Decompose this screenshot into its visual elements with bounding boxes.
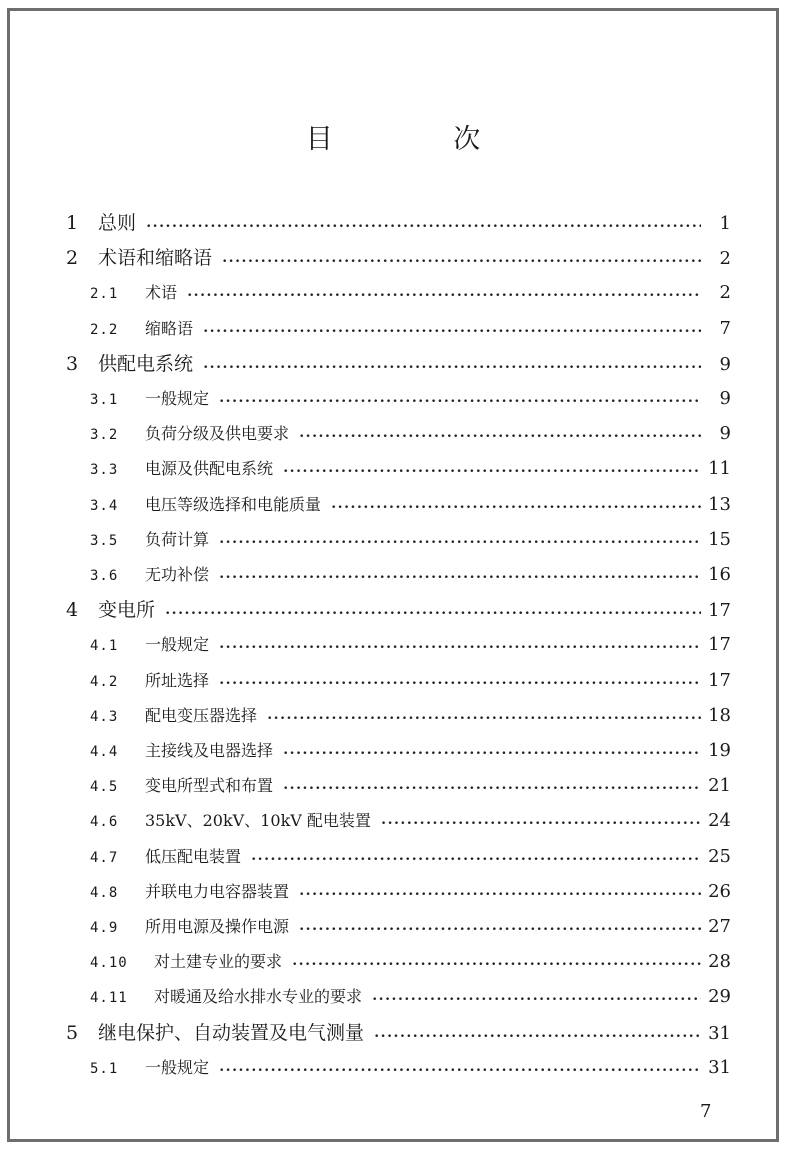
toc-entry [90, 947, 731, 977]
toc-entry-number: 4 [66, 599, 79, 622]
toc-entry-page: 1 [719, 213, 731, 234]
toc-entry-number: 1 [66, 212, 79, 234]
toc-entry-title: 术语和缩略语 [98, 247, 213, 270]
toc-entry-title: 所用电源及操作电源 [145, 917, 290, 936]
toc-entry [90, 314, 731, 344]
toc-entry-page: 28 [708, 951, 731, 973]
toc-entry-number: 4.1 [90, 638, 119, 655]
toc-entry-page: 15 [708, 528, 731, 550]
toc-entry-title: 电压等级选择和电能质量 [145, 494, 322, 514]
toc-leader-dots [292, 947, 701, 980]
toc-leader-dots [146, 208, 701, 242]
toc-entry-page: 31 [708, 1056, 731, 1078]
toc-leader-dots [222, 243, 701, 277]
toc-entry-page: 31 [708, 1022, 731, 1044]
toc-entry-number: 3.5 [90, 532, 119, 549]
toc-entry [90, 877, 731, 907]
toc-leader-dots [267, 701, 701, 734]
toc-entry-number: 4.7 [90, 849, 119, 866]
toc-leader-dots [165, 595, 701, 629]
toc-leader-dots [283, 771, 701, 804]
toc-entry-title: 继电保护、自动装置及电气测量 [98, 1021, 365, 1044]
toc-entry-number: 5 [66, 1021, 79, 1044]
toc-entry-page: 2 [719, 248, 731, 270]
toc-entry-number: 3.3 [90, 462, 119, 479]
toc-entry [90, 666, 731, 696]
toc-entry [90, 278, 731, 308]
toc-entry-number: 3.1 [90, 392, 119, 408]
toc-entry-title: 所址选择 [145, 670, 210, 690]
toc-entry-number: 2.1 [90, 286, 119, 303]
toc-entry [90, 630, 731, 660]
toc-leader-dots [219, 666, 701, 699]
toc-entry-title: 缩略语 [145, 318, 194, 338]
toc-entry-page: 9 [719, 388, 731, 409]
toc-entry [66, 208, 731, 238]
toc-entry-title: 一般规定 [145, 635, 210, 655]
toc-entry [90, 454, 731, 484]
toc-entry-number: 2.2 [90, 321, 119, 338]
toc-leader-dots [219, 384, 701, 417]
toc-entry-title: 35kV、20kV、10kV 配电装置 [145, 811, 371, 831]
toc-entry-page: 26 [708, 880, 731, 902]
toc-entry-number: 3.2 [90, 427, 119, 444]
toc-leader-dots [203, 314, 701, 347]
toc-entry-number: 4.11 [90, 990, 128, 1007]
toc-entry-number: 4.10 [90, 955, 128, 972]
toc-entry [66, 595, 731, 625]
toc-entry [90, 806, 731, 836]
toc-entry-title: 对暖通及给水排水专业的要求 [154, 987, 363, 1007]
toc-entry-page: 9 [719, 353, 731, 375]
toc-leader-dots [219, 525, 701, 558]
toc-entry-number: 4.2 [90, 673, 119, 690]
toc-entry-title: 并联电力电容器装置 [145, 881, 290, 901]
toc-entry-title: 无功补偿 [145, 565, 210, 584]
toc-entry-number: 3.4 [90, 497, 119, 514]
toc-entry [66, 349, 731, 379]
toc-leader-dots [299, 419, 701, 452]
toc-leader-dots [251, 842, 701, 875]
page-title: 目 次 [305, 124, 537, 155]
toc-entry-title: 电源及供配电系统 [145, 459, 274, 479]
toc-entry-page: 11 [708, 458, 731, 480]
toc-entry-page: 16 [708, 564, 731, 585]
toc-entry-title: 变电所 [98, 599, 156, 622]
toc-leader-dots [187, 278, 701, 311]
toc-entry [90, 701, 731, 731]
toc-entry-number: 4.4 [90, 744, 119, 760]
toc-entry-title: 负荷计算 [145, 529, 210, 549]
toc-entry [90, 525, 731, 555]
toc-leader-dots [283, 454, 701, 487]
toc-entry-number: 4.9 [90, 920, 119, 936]
toc-entry-number: 4.6 [90, 814, 119, 831]
toc-entry-number: 2 [66, 247, 79, 270]
toc-entry-title: 变电所型式和布置 [145, 776, 274, 796]
toc-entry-number: 4.3 [90, 708, 119, 725]
toc-leader-dots [381, 806, 701, 839]
toc-entry-title: 主接线及电器选择 [145, 741, 274, 760]
toc-entry [90, 419, 731, 449]
toc-entry-page: 17 [708, 600, 731, 622]
toc-entry-number: 5.1 [90, 1060, 119, 1077]
toc-entry-page: 2 [719, 282, 731, 304]
toc-leader-dots [331, 490, 701, 523]
toc-entry-title: 负荷分级及供电要求 [145, 424, 290, 444]
toc-entry [90, 1053, 731, 1083]
toc-entry-title: 总则 [98, 212, 137, 234]
toc-entry-title: 一般规定 [145, 389, 210, 408]
toc-entry [90, 912, 731, 942]
toc-entry-title: 术语 [145, 283, 178, 303]
toc-leader-dots [219, 560, 701, 593]
toc-entry-page: 13 [708, 493, 731, 515]
toc-entry-page: 21 [708, 775, 731, 797]
toc-leader-dots [299, 912, 701, 945]
toc-entry-number: 4.8 [90, 884, 119, 901]
toc-entry [66, 1018, 731, 1048]
toc-entry-number: 3.6 [90, 568, 119, 584]
toc-entry [90, 842, 731, 872]
document-page [7, 8, 779, 1142]
toc-entry-title: 低压配电装置 [145, 846, 242, 866]
toc-leader-dots [283, 736, 701, 769]
toc-entry [90, 490, 731, 520]
toc-leader-dots [219, 630, 701, 663]
toc-leader-dots [203, 349, 701, 383]
toc-entry [90, 384, 731, 414]
toc-entry-number: 3 [66, 352, 79, 375]
toc-entry [90, 771, 731, 801]
toc-entry [90, 982, 731, 1012]
toc-entry-title: 供配电系统 [98, 352, 194, 375]
toc-entry [66, 243, 731, 273]
toc-entry [90, 560, 731, 590]
toc-entry-page: 24 [708, 810, 731, 832]
toc-entry-page: 18 [708, 704, 731, 726]
toc-entry-page: 17 [708, 634, 731, 656]
toc-entry [90, 736, 731, 766]
toc-entry-title: 对土建专业的要求 [154, 952, 283, 972]
toc-leader-dots [299, 877, 701, 910]
toc-entry-page: 17 [708, 669, 731, 691]
toc-entry-title: 一般规定 [145, 1057, 210, 1077]
toc-entry-page: 29 [708, 986, 731, 1008]
toc-leader-dots [219, 1053, 701, 1086]
toc-leader-dots [372, 982, 701, 1015]
page-number: 7 [700, 1101, 712, 1122]
toc-entry-page: 19 [708, 740, 731, 761]
toc-entry-page: 7 [719, 317, 731, 339]
toc-entry-number: 4.5 [90, 779, 119, 796]
toc-leader-dots [374, 1018, 701, 1052]
toc-entry-page: 9 [719, 423, 731, 445]
toc-entry-page: 25 [708, 845, 731, 867]
toc-entry-page: 27 [708, 916, 731, 937]
toc-entry-title: 配电变压器选择 [145, 705, 258, 725]
